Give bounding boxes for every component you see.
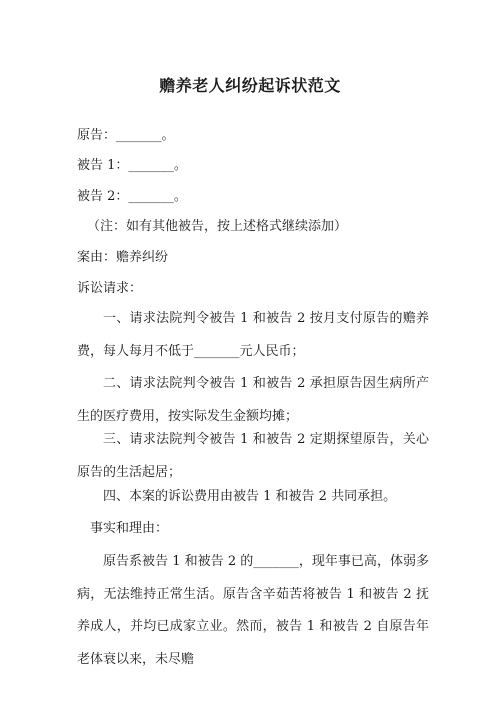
claim-item-2: 二、请求法院判令被告 1 和被告 2 承担原告因生病所产生的医疗费用，按实际发生金额均摊； xyxy=(77,376,429,424)
defendant-1-line: 被告 1：_______。 xyxy=(77,158,187,173)
plaintiff-line: 原告：_______。 xyxy=(77,128,175,143)
facts-paragraph: 原告系被告 1 和被告 2 的_______，现年事已高，体弱多病，无法维持正常生活。原告含辛茹苦将被告 1 和被告 2 抚养成人，并均已成家立业。然而，被告 1 和被告 2 自原告年老体衰以来，未尽赡 xyxy=(77,554,429,667)
facts-heading: 事实和理由： xyxy=(90,521,169,536)
claims-heading: 诉讼请求： xyxy=(77,281,143,296)
claim-item-1: 一、请求法院判令被告 1 和被告 2 按月支付原告的赡养费，每人每月不低于_______元人民币； xyxy=(77,311,429,359)
claim-item-4: 四、本案的诉讼费用由被告 1 和被告 2 共同承担。 xyxy=(103,489,397,504)
claim-item-3: 三、请求法院判令被告 1 和被告 2 定期探望原告，关心原告的生活起居； xyxy=(77,432,429,480)
defendant-2-line: 被告 2：_______。 xyxy=(77,189,187,204)
note-line: （注：如有其他被告，按上述格式继续添加） xyxy=(87,219,348,234)
cause-line: 案由：赡养纠纷 xyxy=(77,250,169,265)
document-title: 赡养老人纠纷起诉状范文 xyxy=(159,76,341,95)
